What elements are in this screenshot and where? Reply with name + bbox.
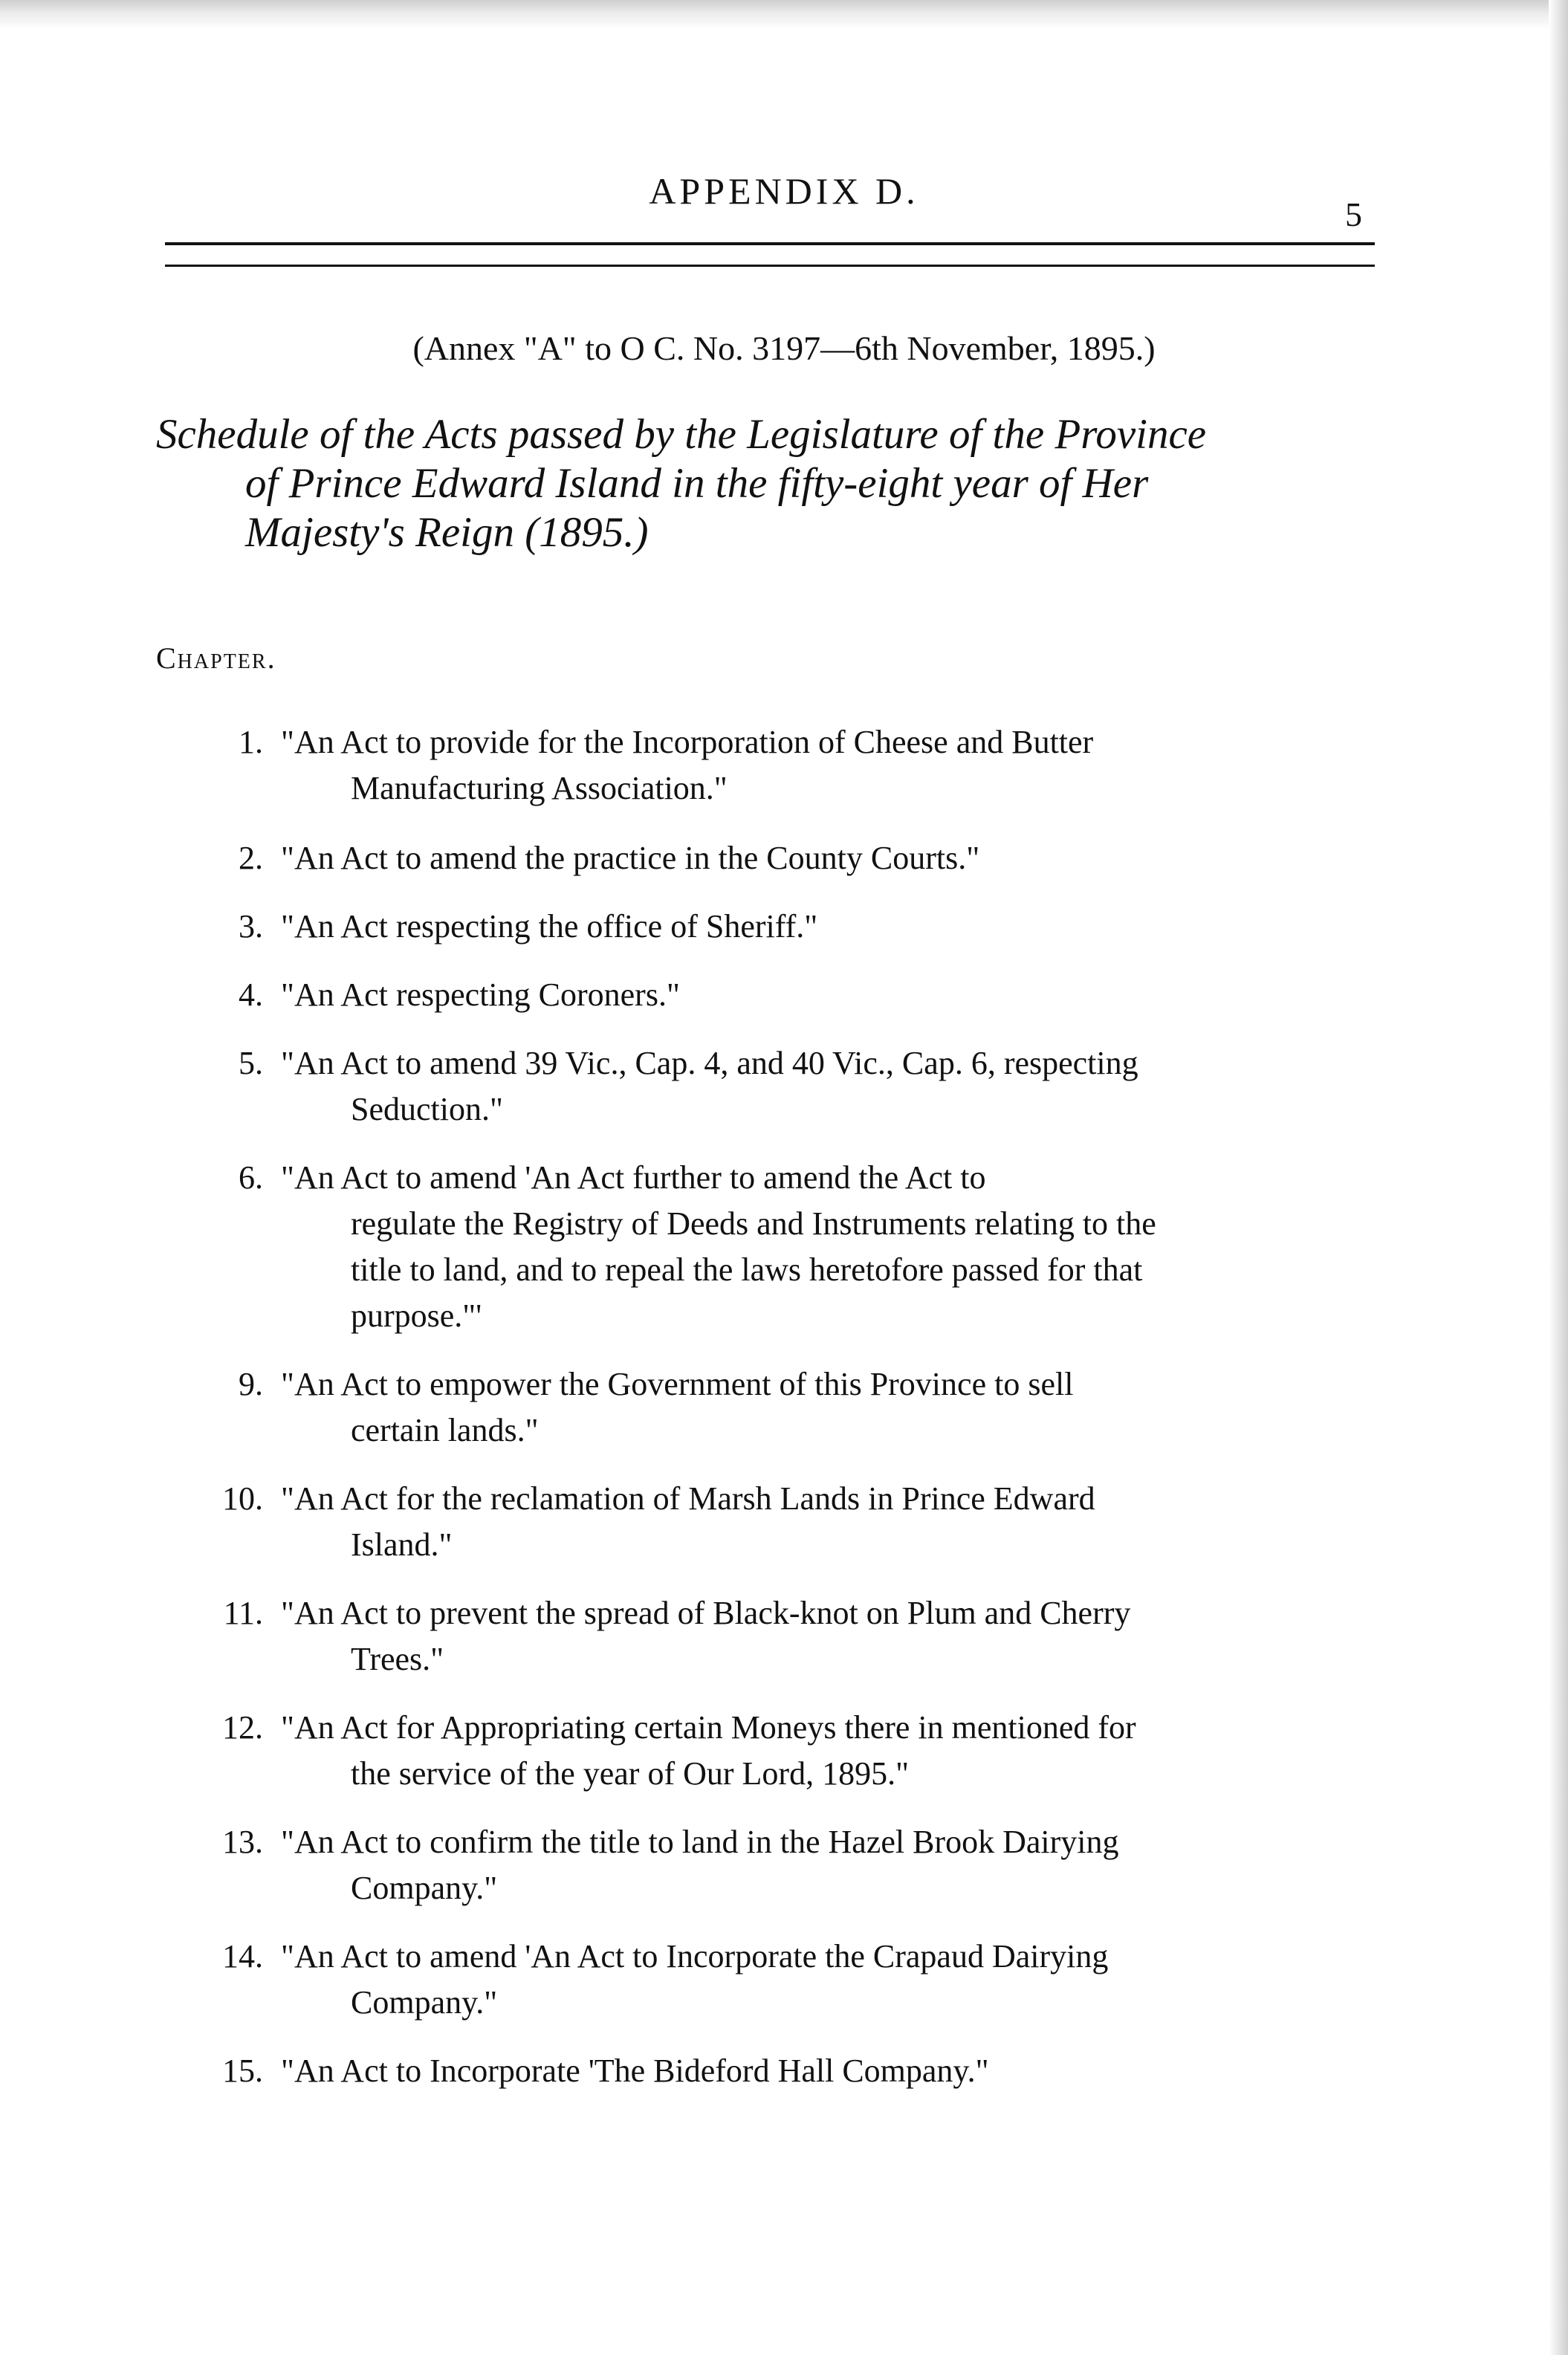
act-title-line: "An Act to empower the Government of this Province to sell [281, 1366, 1074, 1402]
act-title-line: Seduction." [351, 1091, 503, 1127]
act-item [199, 2048, 1366, 2094]
act-item [199, 972, 1366, 1018]
act-title-line: "An Act to amend 'An Act to Incorporate the Crapaud Dairying [281, 1938, 1109, 1975]
act-title [281, 1590, 1366, 1682]
act-title-line: Trees." [351, 1641, 444, 1677]
act-title [281, 1934, 1366, 2026]
act-number: 14. [222, 1938, 263, 1975]
act-title-line: regulate the Registry of Deeds and Instruments relating to the [351, 1205, 1156, 1242]
act-title-line: purpose."' [351, 1298, 482, 1334]
act-title [281, 904, 1366, 950]
act-title-line: "An Act for Appropriating certain Moneys there in mentioned for [281, 1709, 1136, 1746]
schedule-title-line: Schedule of the Acts passed by the Legislature of the Province [156, 411, 1207, 458]
act-title-line: Manufacturing Association." [351, 770, 728, 806]
act-number: 4. [239, 976, 263, 1013]
scan-edge-top [0, 0, 1568, 30]
act-title-line: "An Act for the reclamation of Marsh Lands in Prince Edward [281, 1480, 1095, 1517]
running-head: APPENDIX D. [649, 170, 919, 212]
act-title-line: title to land, and to repeal the laws heretofore passed for that [351, 1251, 1143, 1288]
act-title-line: the service of the year of Our Lord, 1895." [351, 1755, 910, 1792]
act-number: 6. [239, 1159, 263, 1196]
act-title-line: "An Act to confirm the title to land in the Hazel Brook Dairying [281, 1824, 1119, 1860]
schedule-title [156, 410, 1375, 557]
acts-list [199, 719, 1366, 2094]
act-title-line: Company." [351, 1984, 498, 2021]
act-item [199, 719, 1366, 812]
act-title-line: "An Act respecting Coroners." [281, 976, 680, 1013]
act-item [199, 1590, 1366, 1682]
chapter-label: Chapter. [156, 641, 276, 675]
act-title-line: "An Act to amend the practice in the County Courts." [281, 840, 980, 876]
act-title [281, 835, 1366, 881]
page-number: 5 [1345, 195, 1362, 233]
act-title-line: "An Act respecting the office of Sheriff." [281, 908, 818, 945]
act-title-line: Island." [351, 1526, 453, 1563]
act-number: 9. [239, 1366, 263, 1402]
act-item [199, 1040, 1366, 1133]
act-number: 10. [222, 1480, 263, 1517]
act-title-line: "An Act to amend 'An Act further to amend the Act to [281, 1159, 986, 1196]
act-item [199, 904, 1366, 950]
act-title-line: certain lands." [351, 1412, 539, 1448]
act-title [281, 1361, 1366, 1454]
act-number: 3. [239, 908, 263, 945]
act-title [281, 1476, 1366, 1568]
act-item [199, 1934, 1366, 2026]
act-number: 5. [239, 1045, 263, 1081]
annex-reference: (Annex "A" to O C. No. 3197—6th November, 1895.) [412, 329, 1156, 367]
schedule-title-line: Majesty's Reign (1895.) [245, 509, 649, 556]
act-number: 11. [223, 1595, 263, 1631]
act-title-line: "An Act to provide for the Incorporation of Cheese and Butter [281, 724, 1094, 760]
act-item [199, 1361, 1366, 1454]
header-rule-top [165, 242, 1375, 245]
act-title-line: "An Act to prevent the spread of Black-knot on Plum and Cherry [281, 1595, 1131, 1631]
act-title-line: "An Act to amend 39 Vic., Cap. 4, and 40 Vic., Cap. 6, respecting [281, 1045, 1138, 1081]
schedule-title-line: of Prince Edward Island in the fifty-eight year of Her [245, 460, 1149, 507]
act-item [199, 835, 1366, 881]
act-number: 15. [222, 2053, 263, 2089]
act-title-line: "An Act to Incorporate 'The Bideford Hall Company." [281, 2053, 989, 2089]
act-number: 2. [239, 840, 263, 876]
act-title [281, 1705, 1366, 1797]
act-title [281, 719, 1366, 812]
act-number: 12. [222, 1709, 263, 1746]
act-number: 1. [239, 724, 263, 760]
act-item [199, 1819, 1366, 1911]
act-item [199, 1705, 1366, 1797]
act-item [199, 1155, 1366, 1339]
header-rule-bottom [165, 265, 1375, 267]
act-title-line: Company." [351, 1870, 498, 1906]
act-item [199, 1476, 1366, 1568]
act-title [281, 1819, 1366, 1911]
act-title [281, 1040, 1366, 1133]
act-title [281, 972, 1366, 1018]
act-title [281, 2048, 1366, 2094]
act-title [281, 1155, 1366, 1339]
act-number: 13. [222, 1824, 263, 1860]
